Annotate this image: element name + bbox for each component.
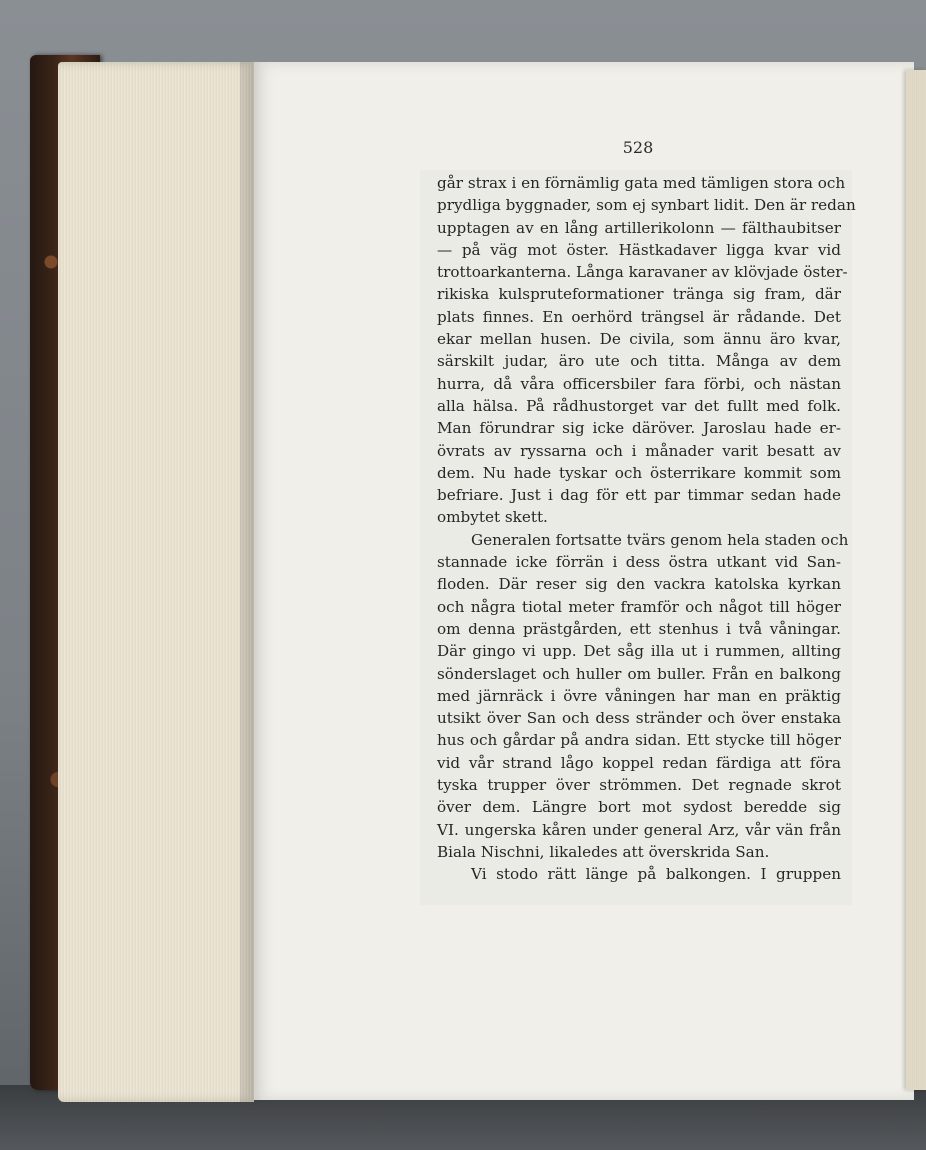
text-line: om denna prästgården, ett stenhus i två våningar. <box>437 619 841 638</box>
text-line: över dem. Längre bort mot sydost beredde sig <box>437 798 841 817</box>
text-line: går strax i en förnämlig gata med tämligen stora och <box>437 174 846 192</box>
text-line: tyska trupper över strömmen. Det regnade skrot <box>437 776 841 795</box>
text-line: dem. Nu hade tyskar och österrikare kommit som <box>437 463 841 482</box>
text-line: Generalen fortsatte tvärs genom hela staden och <box>471 530 849 549</box>
text-line: övrats av ryssarna och i månader varit besatt av <box>437 441 841 460</box>
text-line: VI. ungerska kåren under general Arz, vår vän från <box>437 820 841 839</box>
text-line: sönderslaget och huller om buller. Från en balkong <box>437 664 841 683</box>
text-line: trottoarkanterna. Långa karavaner av klövjade öster- <box>437 263 848 282</box>
text-line: hurra, då våra officersbiler fara förbi, och nästan <box>437 374 841 393</box>
text-line: hus och gårdar på andra sidan. Ett stycke till höger <box>437 731 841 750</box>
text-line: prydliga byggnader, som ej synbart lidit. Den är redan <box>437 196 856 215</box>
text-line: vid vår strand lågo koppel redan färdiga att föra <box>437 753 841 772</box>
book-gutter <box>240 62 262 1102</box>
text-line: Där gingo vi upp. Det såg illa ut i rummen, allting <box>437 642 841 661</box>
page-number: 528 <box>622 138 654 157</box>
text-line: utsikt över San och dess stränder och över enstaka <box>437 709 841 728</box>
text-line: alla hälsa. På rådhustorget var det fullt med folk. <box>437 396 841 415</box>
text-line: med järnräck i övre våningen har man en präktig <box>437 686 841 705</box>
right-page-edges <box>906 70 926 1090</box>
text-line: stannade icke förrän i dess östra utkant vid San- <box>437 553 841 572</box>
text-line: ombytet skett. <box>437 508 548 527</box>
text-line: upptagen av en lång artillerikolonn — fälthaubitser <box>437 218 841 237</box>
left-page-edges <box>58 62 254 1102</box>
text-line: Biala Nischni, likaledes att överskrida San. <box>437 842 770 861</box>
body-text <box>437 172 856 886</box>
text-line: floden. Där reser sig den vackra katolska kyrkan <box>437 575 841 594</box>
text-line: särskilt judar, äro ute och titta. Många av dem <box>437 352 841 371</box>
text-line: och några tiotal meter framför och något till höger <box>437 597 841 616</box>
text-line: ekar mellan husen. De civila, som ännu äro kvar, <box>437 330 841 349</box>
text-line: — på väg mot öster. Hästkadaver ligga kvar vid <box>437 240 841 259</box>
text-line: rikiska kulspruteformationer tränga sig fram, där <box>437 285 841 304</box>
text-line: Vi stodo rätt länge på balkongen. I gruppen <box>471 865 841 884</box>
text-line: plats finnes. En oerhörd trängsel är rådande. Det <box>437 307 841 326</box>
text-line: befriare. Just i dag för ett par timmar sedan hade <box>437 486 841 505</box>
text-line: Man förundrar sig icke däröver. Jaroslau hade er- <box>437 419 841 438</box>
